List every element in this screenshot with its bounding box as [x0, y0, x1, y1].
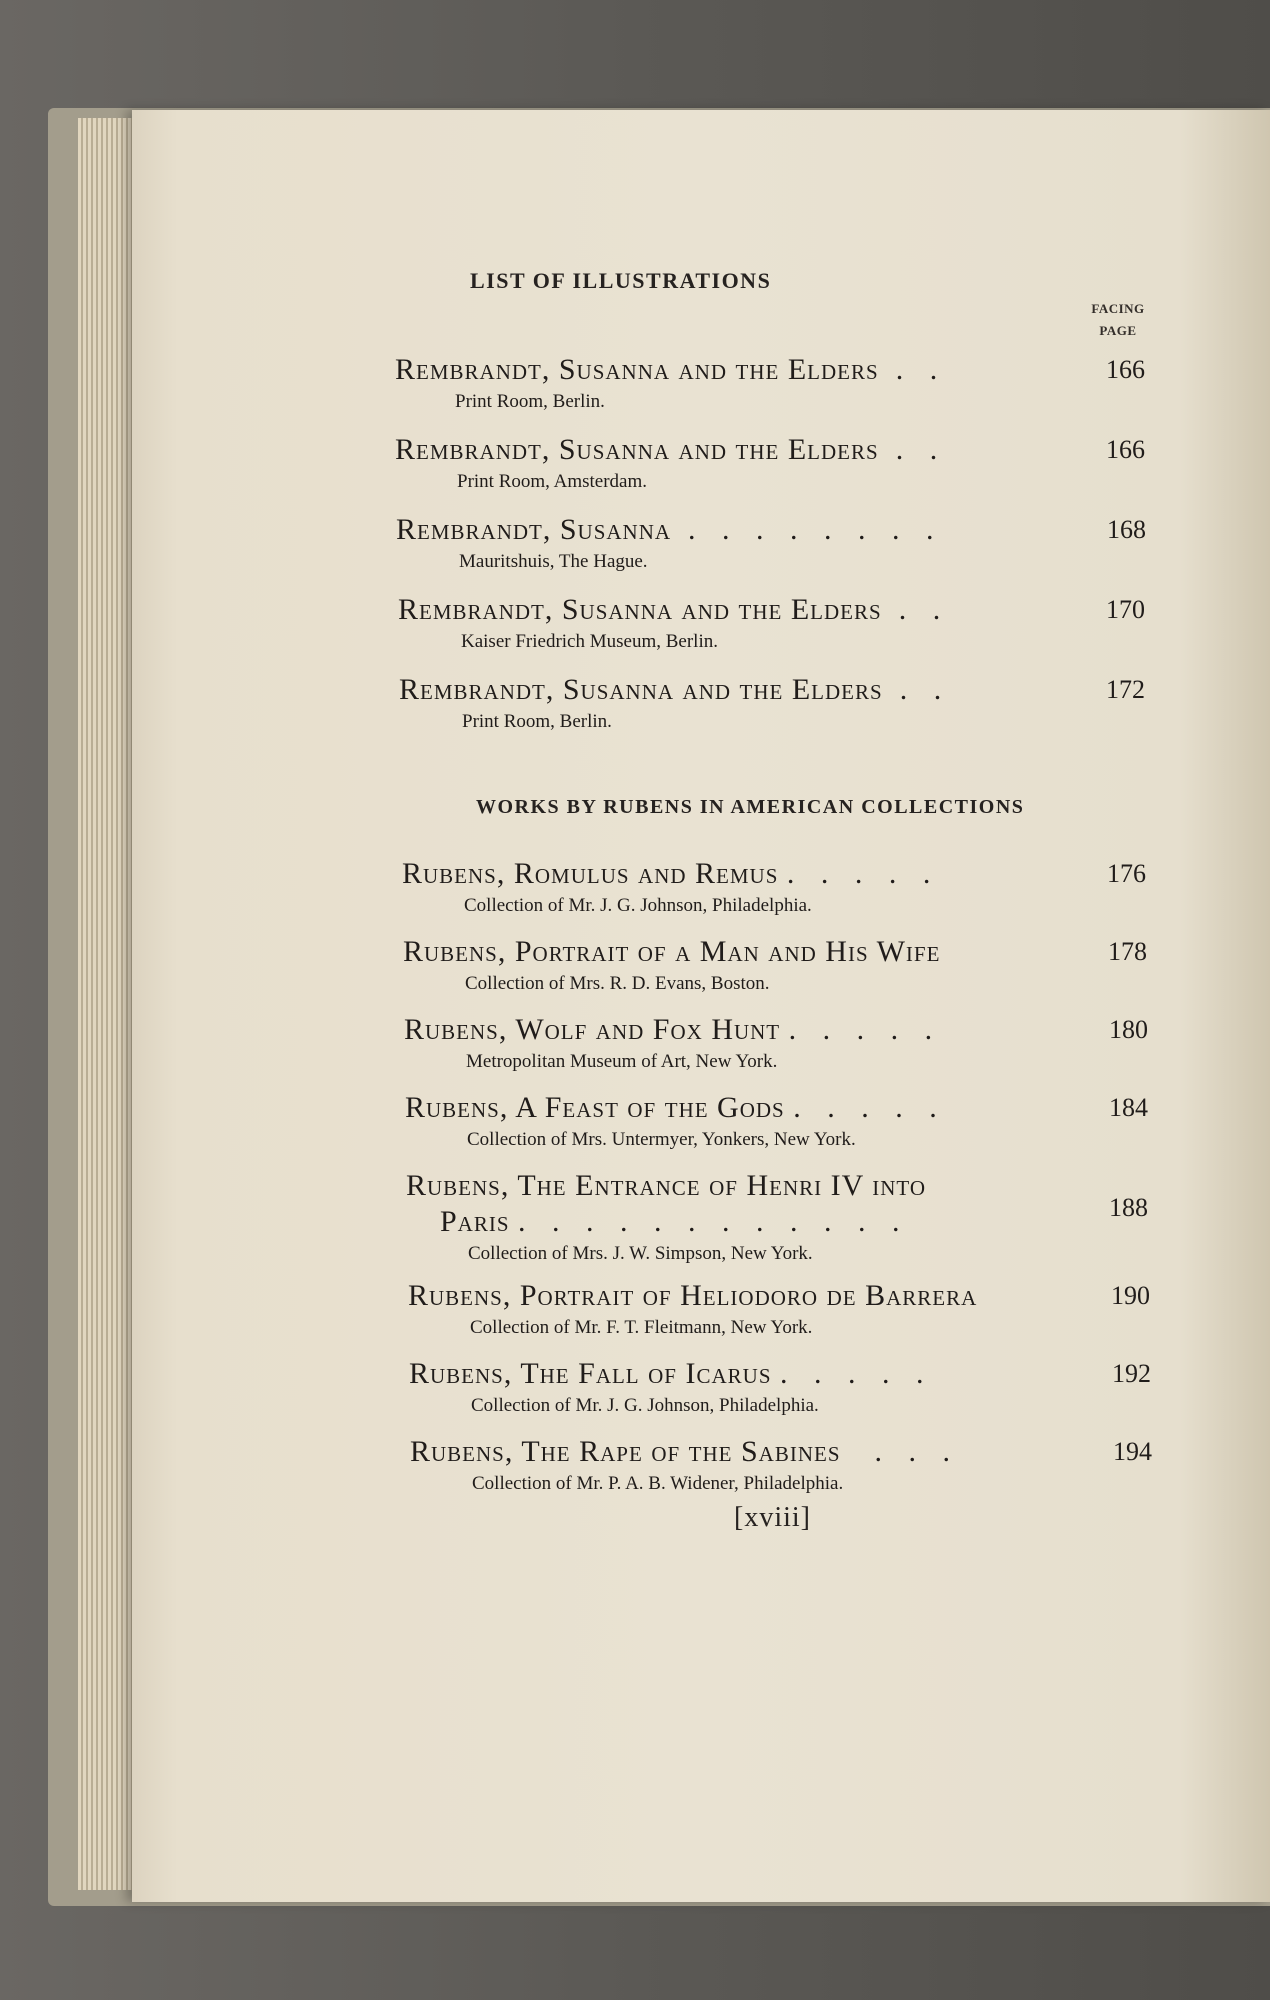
entry-location: Collection of Mrs. J. W. Simpson, New York. — [468, 1243, 813, 1264]
entry-title: Rembrandt, Susanna and the Elders . . — [398, 593, 942, 626]
illustration-entry — [396, 512, 1156, 574]
entry-location: Collection of Mrs. R. D. Evans, Boston. — [465, 973, 770, 994]
entry-title: Rembrandt, Susanna and the Elders . . — [395, 433, 939, 466]
entry-title: Rubens, Wolf and Fox Hunt . . . . . — [404, 1013, 934, 1046]
facing-label-line-1: FACING — [1091, 301, 1145, 316]
entry-page-number: 184 — [1109, 1093, 1148, 1122]
entry-page-number: 166 — [1106, 355, 1145, 384]
entry-page-number: 194 — [1113, 1437, 1152, 1466]
illustration-entry — [395, 352, 1155, 414]
illustration-entry — [403, 934, 1163, 996]
section-heading: WORKS BY RUBENS IN AMERICAN COLLECTIONS — [476, 796, 1025, 818]
entry-title: Rubens, A Feast of the Gods . . . . . — [405, 1091, 938, 1124]
entry-title: Rubens, Romulus and Remus . . . . . — [402, 857, 932, 890]
illustration-entry — [405, 1090, 1165, 1152]
entry-location: Kaiser Friedrich Museum, Berlin. — [461, 631, 718, 652]
entry-page-number: 192 — [1112, 1359, 1151, 1388]
entry-title: Rubens, The Rape of the Sabines . . . — [410, 1435, 952, 1468]
entry-title: Rubens, The Fall of Icarus . . . . . — [409, 1357, 925, 1390]
entry-title: Rembrandt, Susanna and the Elders . . — [395, 353, 939, 386]
entry-title: Rubens, Portrait of Heliodoro de Barrera — [408, 1279, 978, 1312]
entry-location: Collection of Mr. J. G. Johnson, Philadelphia. — [464, 895, 812, 916]
page-title: LIST OF ILLUSTRATIONS — [470, 268, 772, 293]
illustration-entry — [408, 1278, 1168, 1340]
entry-title: Rubens, The Entrance of Henri IV into Paris . . . . . . . . . . . . — [406, 1169, 927, 1238]
entry-page-number: 176 — [1107, 859, 1146, 888]
illustration-entry — [410, 1434, 1170, 1496]
illustration-entry — [409, 1356, 1169, 1418]
entry-title: Rubens, Portrait of a Man and His Wife — [403, 935, 941, 968]
entry-location: Mauritshuis, The Hague. — [459, 551, 648, 572]
entry-title: Rembrandt, Susanna and the Elders . . — [399, 673, 943, 706]
page-folio: [xviii] — [734, 1502, 811, 1533]
entry-location: Collection of Mr. P. A. B. Widener, Philadelphia. — [472, 1473, 844, 1494]
entry-page-number: 166 — [1106, 435, 1145, 464]
entry-title: Rembrandt, Susanna . . . . . . . . — [396, 513, 935, 546]
entry-page-number: 172 — [1106, 675, 1145, 704]
facing-page-label — [1088, 298, 1148, 342]
entry-location: Collection of Mr. F. T. Fleitmann, New York. — [470, 1317, 813, 1338]
entry-page-number: 188 — [1109, 1193, 1148, 1222]
entry-page-number: 170 — [1106, 595, 1145, 624]
illustration-entry — [398, 592, 1158, 654]
entry-location: Collection of Mrs. Untermyer, Yonkers, New York. — [467, 1129, 856, 1150]
illustration-entry — [402, 856, 1162, 918]
entry-page-number: 178 — [1108, 937, 1147, 966]
entry-location: Print Room, Berlin. — [462, 711, 612, 732]
entry-page-number: 190 — [1111, 1281, 1150, 1310]
illustration-entry — [395, 432, 1155, 494]
entry-location: Metropolitan Museum of Art, New York. — [466, 1051, 778, 1072]
entry-location: Print Room, Berlin. — [455, 391, 605, 412]
illustration-entry — [404, 1012, 1164, 1074]
facing-label-line-2: PAGE — [1099, 323, 1137, 338]
illustration-entry — [406, 1168, 1166, 1266]
entry-page-number: 168 — [1107, 515, 1146, 544]
entry-location: Collection of Mr. J. G. Johnson, Philadelphia. — [471, 1395, 819, 1416]
illustration-entry — [399, 672, 1159, 734]
entry-location: Print Room, Amsterdam. — [457, 471, 647, 492]
entry-page-number: 180 — [1109, 1015, 1148, 1044]
